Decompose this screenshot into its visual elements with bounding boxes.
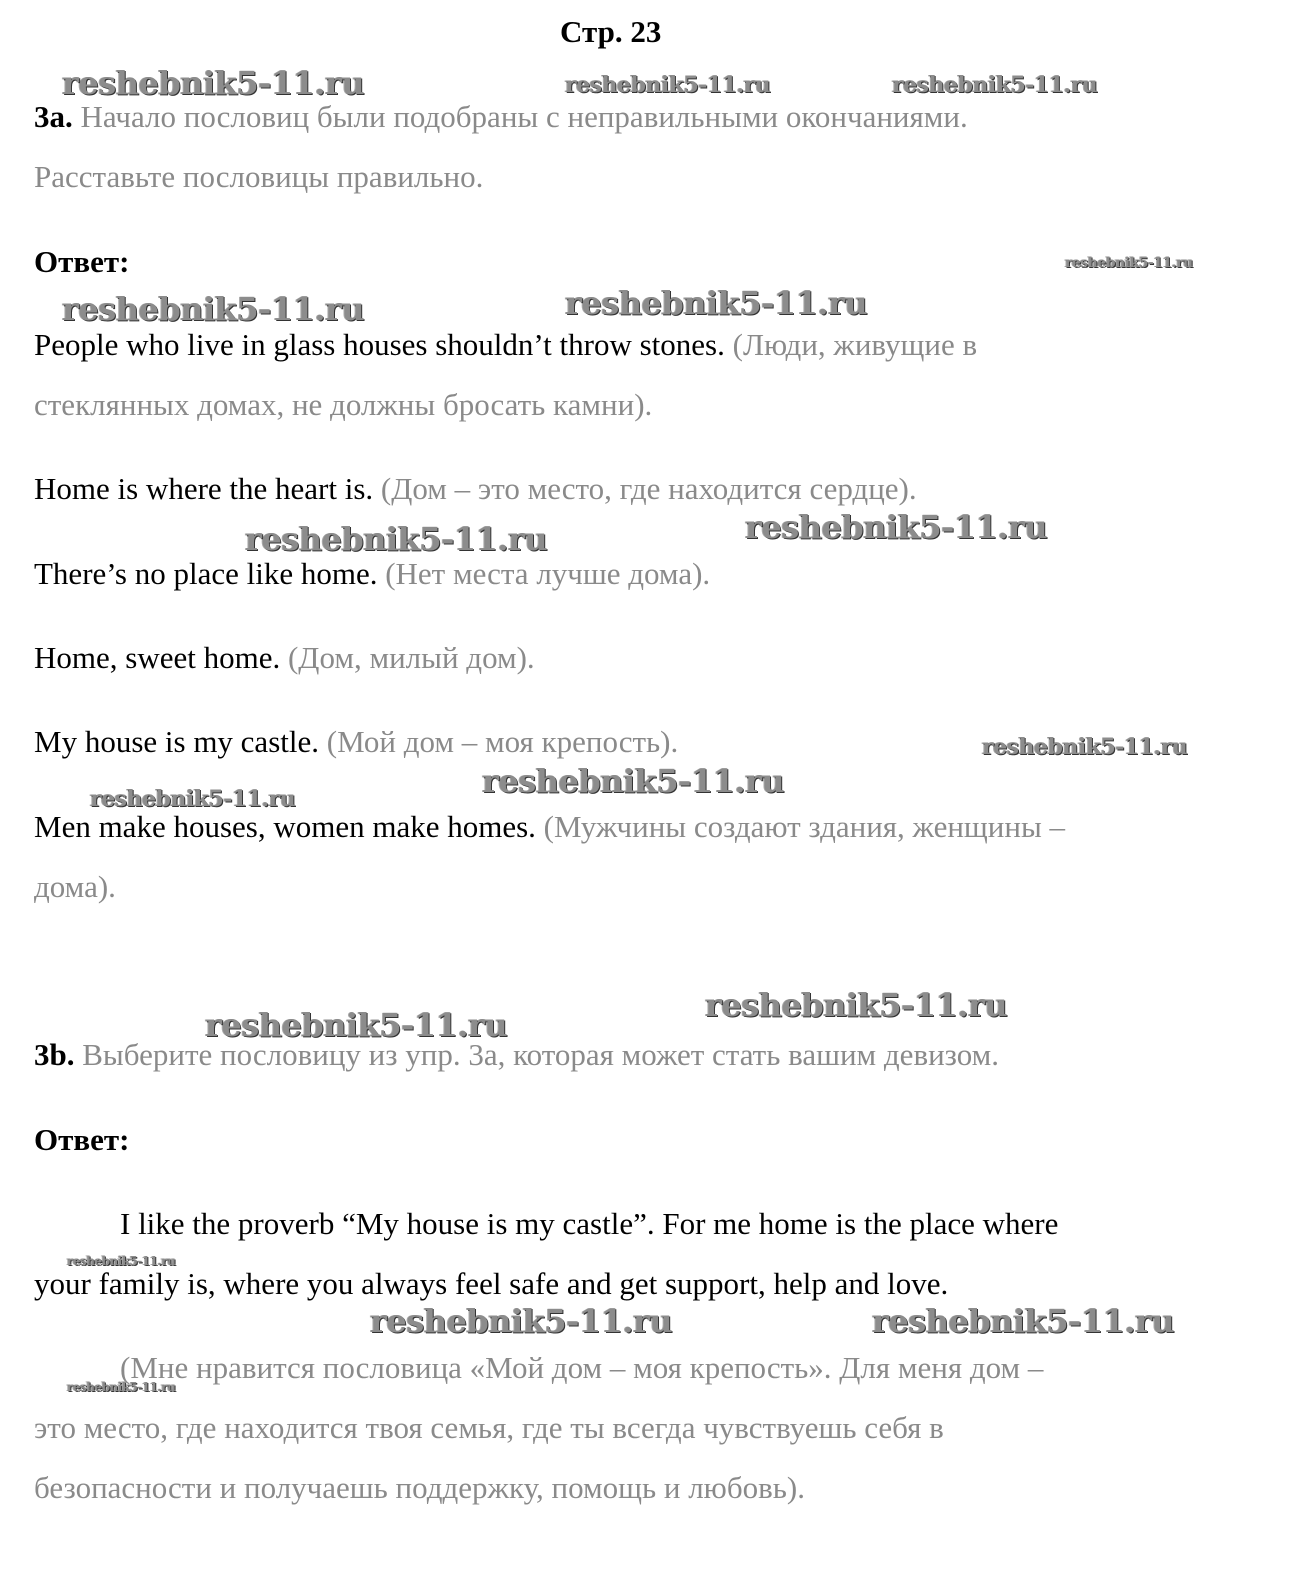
- proverb-ru: стеклянных домах, не должны бросать камни).: [34, 387, 653, 422]
- proverb-ru: (Дом – это место, где находится сердце).: [380, 471, 917, 506]
- answer-en: your family is, where you always feel safe and get support, help and love.: [34, 1266, 949, 1301]
- proverb-line: [34, 639, 535, 677]
- watermark: reshebnik5-11.ru: [62, 290, 365, 328]
- watermark: reshebnik5-11.ru: [482, 762, 785, 800]
- watermark: reshebnik5-11.ru: [872, 1302, 1175, 1340]
- watermark: reshebnik5-11.ru: [1065, 255, 1193, 271]
- watermark: reshebnik5-11.ru: [982, 734, 1188, 760]
- answer-en: I like the proverb “My house is my castle”. For me home is the place where: [120, 1206, 1059, 1241]
- task-text: Начало пословиц были подобраны с неправильными окончаниями.: [80, 99, 968, 134]
- task-text: Расставьте пословицы правильно.: [34, 159, 484, 194]
- watermark: reshebnik5-11.ru: [745, 508, 1048, 546]
- task-text: Выберите пословицу из упр. 3a, которая может стать вашим девизом.: [82, 1037, 1000, 1072]
- task-3a-heading: [34, 98, 968, 136]
- watermark: reshebnik5-11.ru: [370, 1302, 673, 1340]
- proverb-en: Home is where the heart is.: [34, 471, 374, 506]
- proverb-ru: (Мужчины создают здания, женщины –: [543, 809, 1066, 844]
- proverb-ru: (Нет места лучше дома).: [385, 556, 711, 591]
- proverb-ru: дома).: [34, 869, 116, 904]
- proverb-ru: (Дом, милый дом).: [287, 640, 535, 675]
- proverb-en: Home, sweet home.: [34, 640, 281, 675]
- watermark: reshebnik5-11.ru: [67, 1380, 176, 1394]
- watermark: reshebnik5-11.ru: [705, 986, 1008, 1024]
- task-label: 3b.: [34, 1037, 75, 1072]
- watermark: reshebnik5-11.ru: [67, 1254, 176, 1268]
- watermark: reshebnik5-11.ru: [205, 1006, 508, 1044]
- proverb-ru: (Мой дом – моя крепость).: [326, 724, 679, 759]
- answer-ru: безопасности и получаешь поддержку, помощь и любовь).: [34, 1470, 805, 1505]
- watermark: reshebnik5-11.ru: [62, 64, 365, 102]
- proverb-line: [34, 470, 917, 508]
- watermark: reshebnik5-11.ru: [892, 72, 1098, 98]
- proverb-line: [34, 808, 1065, 846]
- proverb-line: [34, 555, 710, 593]
- watermark: reshebnik5-11.ru: [90, 786, 296, 812]
- page-title: Стр. 23: [560, 14, 662, 49]
- answer-label: Ответ:: [34, 244, 130, 279]
- proverb-en: People who live in glass houses shouldn’t throw stones.: [34, 327, 725, 362]
- answer-ru: (Мне нравится пословица «Мой дом – моя крепость». Для меня дом –: [120, 1350, 1044, 1385]
- proverb-line: [34, 723, 678, 761]
- answer-ru: это место, где находится твоя семья, где ты всегда чувствуешь себя в: [34, 1410, 944, 1445]
- proverb-ru: (Люди, живущие в: [732, 327, 978, 362]
- watermark: reshebnik5-11.ru: [565, 284, 868, 322]
- task-3b-heading: [34, 1036, 999, 1074]
- watermark: reshebnik5-11.ru: [565, 72, 771, 98]
- proverb-line: [34, 326, 977, 364]
- proverb-en: Men make houses, women make homes.: [34, 809, 536, 844]
- proverb-en: My house is my castle.: [34, 724, 319, 759]
- proverb-en: There’s no place like home.: [34, 556, 378, 591]
- watermark: reshebnik5-11.ru: [245, 520, 548, 558]
- task-label: 3a.: [34, 99, 73, 134]
- answer-label: Ответ:: [34, 1122, 130, 1157]
